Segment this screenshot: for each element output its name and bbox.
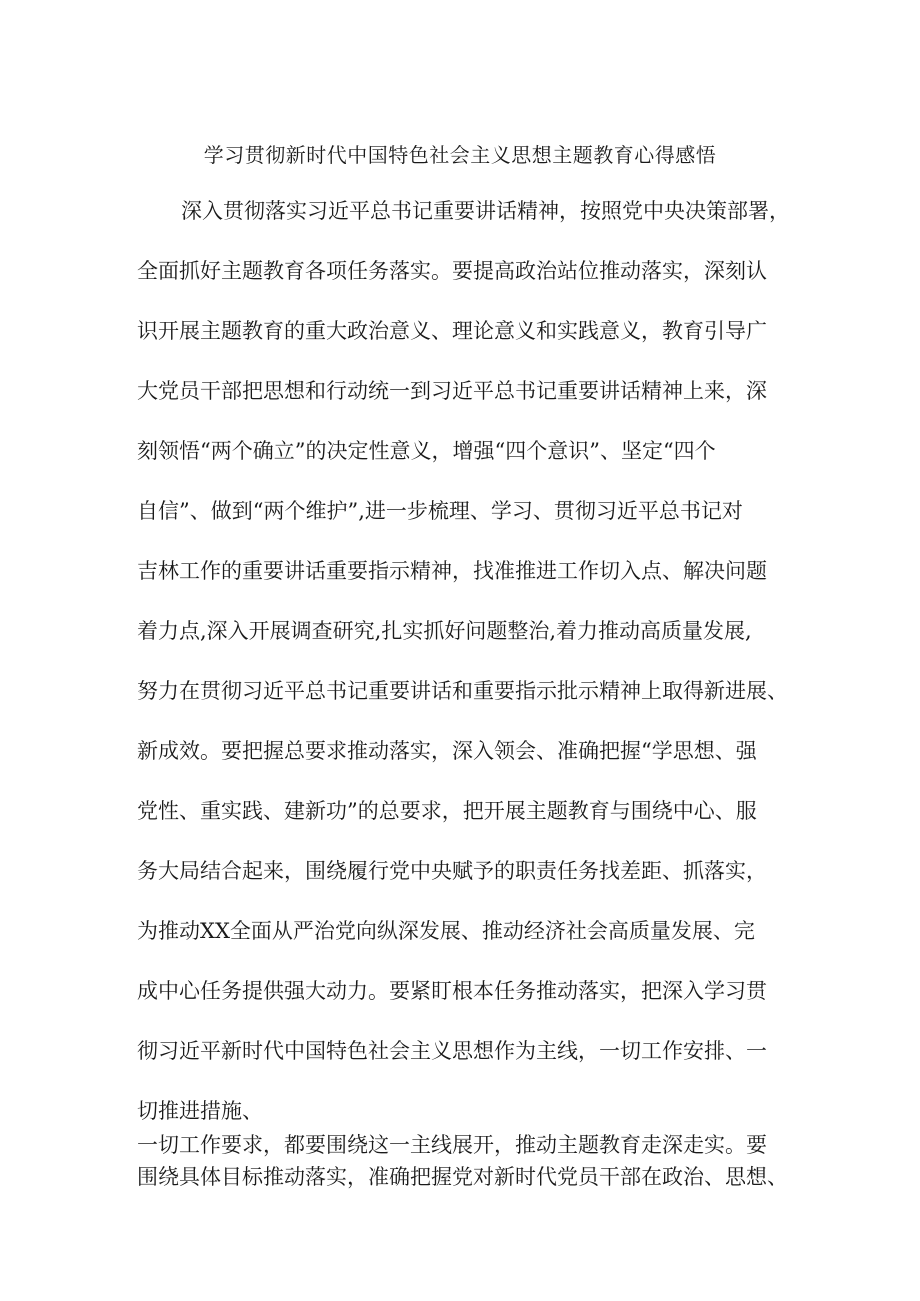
body-line: 务大局结合起来，围绕履行党中央赋予的职责任务找差距、抓落实，: [137, 859, 767, 883]
body-line: 为推动XX全面从严治党向纵深发展、推动经济社会高质量发展、完: [137, 919, 755, 943]
body-line: 一切工作要求，都要围绕这一主线展开，推动主题教育走深走实。要: [137, 1133, 767, 1157]
body-line: 党性、重实践、建新功”的总要求，把开展主题教育与围绕中心、服: [137, 799, 757, 823]
body-line: 吉林工作的重要讲话重要指示精神，找准推进工作切入点、解决问题: [137, 559, 767, 583]
body-line: 全面抓好主题教育各项任务落实。要提高政治站位推动落实，深刻认: [137, 259, 767, 283]
body-line: 切推进措施、: [137, 1099, 263, 1123]
body-line: 彻习近平新时代中国特色社会主义思想作为主线，一切工作安排、一: [137, 1039, 767, 1063]
body-line: 成中心任务提供强大动力。要紧盯根本任务推动落实，把深入学习贯: [137, 979, 767, 1003]
body-line: 围绕具体目标推动落实，准确把握党对新时代党员干部在政治、思想、: [137, 1165, 788, 1189]
body-line: 刻领悟“两个确立”的决定性意义，增强“四个意识”、坚定“四个: [137, 439, 716, 463]
body-line: 自信”、做到“两个维护”,进一步梳理、学习、贯彻习近平总书记对: [137, 499, 743, 523]
body-line: 识开展主题教育的重大政治意义、理论意义和实践意义，教育引导广: [137, 319, 767, 343]
document-title: 学习贯彻新时代中国特色社会主义思想主题教育心得感悟: [203, 143, 717, 167]
body-line: 大党员干部把思想和行动统一到习近平总书记重要讲话精神上来，深: [137, 379, 767, 403]
body-line: 着力点,深入开展调查研究,扎实抓好问题整治,着力推动高质量发展,: [137, 619, 752, 643]
body-line: 新成效。要把握总要求推动落实，深入领会、准确把握“学思想、强: [137, 739, 757, 763]
body-line: 努力在贯彻习近平总书记重要讲话和重要指示批示精神上取得新进展、: [137, 679, 788, 703]
body-line: 深入贯彻落实习近平总书记重要讲话精神，按照党中央决策部署，: [181, 199, 790, 223]
